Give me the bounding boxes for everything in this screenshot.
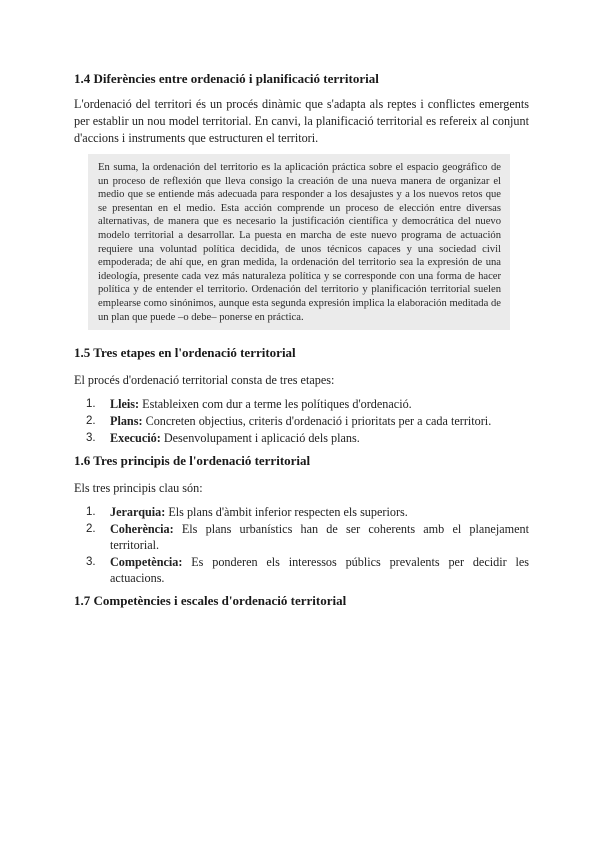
list-text: Estableixen com dur a terme les polítiques d'ordenació. (139, 397, 412, 411)
list-term: Coherència: (110, 522, 174, 536)
paragraph-1-4: L'ordenació del territori és un procés dinàmic que s'adapta als reptes i conflictes emergents per establir un nou model territorial. En canvi, la planificació territorial es refereix al conjunt d'accions i instruments que estructuren el territori. (74, 97, 529, 145)
list-number: 3. (86, 556, 96, 568)
list-text: Concreten objectius, criteris d'ordenació i prioritats per a cada territori. (142, 414, 492, 428)
quote-block: En suma, la ordenación del territorio es la aplicación práctica sobre el espacio geográfico de un proceso de reflexión que lleva consigo la creación de una nueva manera de organizar el medio que se entiende más adecuada para responder a los desajustes y a los nuevos retos que se presentan en el medio. Esta acción comprende un proceso de elección entre diversas alternativas, de manera que es necesario la justificación científica y democrática del nuevo modelo territorial a desarrollar. La puesta en marcha de este nuevo programa de actuación requiere una voluntad política decidida, de unos técnicos capaces y una sociedad civil empoderada; de ahí que, en gran medida, la ordenación del territorio sea la expresión de una ideología, presente cada vez más naturaleza política y se corresponde con una forma de hacer política y de entender el territorio. Ordenación del territorio y planificación territorial suelen emplearse como sinónimos, aunque esta segunda expresión implica la elaboración meditada de un plan que puede –o debe– ponerse en práctica. (88, 154, 510, 330)
list-item (74, 504, 529, 520)
list-number: 1. (86, 506, 96, 518)
list-term: Competència: (110, 555, 183, 569)
list-item (74, 430, 529, 446)
intro-1-6: Els tres principis clau són: (74, 481, 203, 495)
heading-1-7: 1.7 Competències i escales d'ordenació territorial (74, 593, 347, 608)
heading-1-5: 1.5 Tres etapes en l'ordenació territorial (74, 345, 296, 360)
heading-1-4: 1.4 Diferències entre ordenació i planificació territorial (74, 71, 379, 86)
list-number: 2. (86, 415, 96, 427)
list-principis (74, 504, 529, 587)
list-text: Desenvolupament i aplicació dels plans. (160, 431, 360, 445)
list-text: Els plans urbanístics han de ser coherents amb el planejament territorial. (110, 522, 529, 552)
list-text: Els plans d'àmbit inferior respecten els superiors. (165, 505, 408, 519)
list-number: 2. (86, 523, 96, 535)
list-etapes (74, 396, 529, 447)
intro-1-5: El procés d'ordenació territorial consta de tres etapes: (74, 373, 335, 387)
heading-1-6: 1.6 Tres principis de l'ordenació territorial (74, 453, 311, 468)
list-number: 3. (86, 432, 96, 444)
list-term: Lleis: (110, 397, 140, 411)
list-item (74, 554, 529, 586)
list-item (74, 396, 529, 412)
list-text: Es ponderen els interessos públics prevalents per decidir les actuacions. (110, 555, 529, 585)
list-number: 1. (86, 398, 96, 410)
list-term: Jerarquia: (110, 505, 166, 519)
list-term: Plans: (110, 414, 143, 428)
list-item (74, 521, 529, 553)
list-term: Execució: (110, 431, 161, 445)
list-item (74, 413, 529, 429)
